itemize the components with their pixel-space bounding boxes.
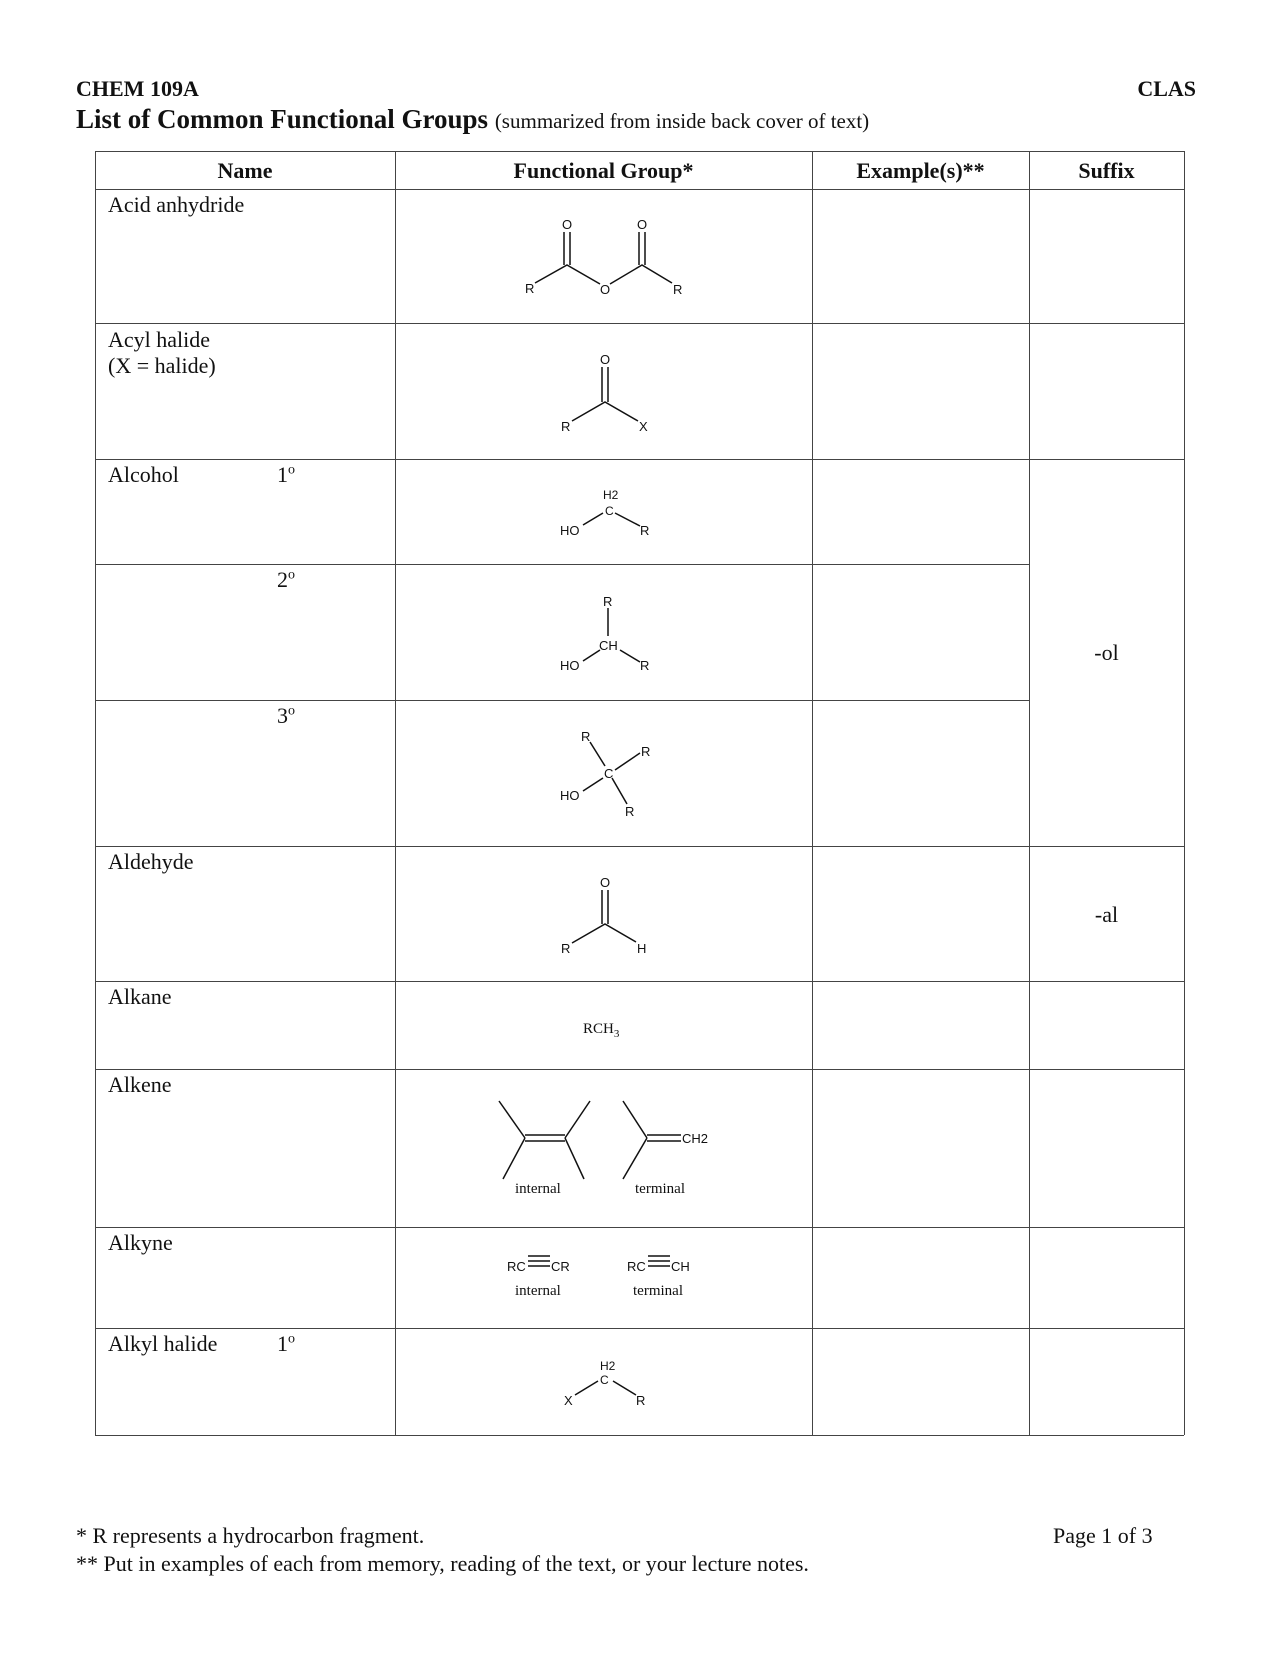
atom-label: HO — [560, 658, 580, 673]
atom-label: CH — [599, 638, 618, 653]
bond-line — [615, 753, 640, 770]
degree-primary — [277, 462, 295, 488]
tertiary-alcohol-structure — [395, 700, 812, 846]
degree-mark: o — [288, 462, 295, 478]
divider — [812, 151, 813, 1435]
atom-label: R — [603, 594, 613, 609]
acyl-halide-structure — [395, 323, 812, 459]
bond-line — [503, 1138, 525, 1179]
row-name-acid-anhydride: Acid anhydride — [108, 192, 245, 217]
internal-label: internal — [515, 1283, 561, 1299]
alkene-structure — [395, 1069, 812, 1227]
degree-number: 1 — [277, 462, 288, 487]
degree-secondary — [277, 567, 295, 593]
atom-label: R — [581, 729, 591, 744]
bond-line — [572, 402, 638, 421]
atom-label: O — [600, 282, 611, 297]
atom-label: RCH — [583, 1021, 614, 1037]
divider — [1184, 151, 1185, 1435]
atom-label: CH2 — [682, 1131, 709, 1146]
bond-line — [565, 1101, 590, 1138]
terminal-label: terminal — [633, 1283, 683, 1299]
atom-label: R — [625, 804, 635, 819]
internal-label: internal — [515, 1181, 561, 1197]
bond-line — [620, 650, 640, 662]
row-name-alcohol: Alcohol — [108, 462, 179, 487]
acid-anhydride-structure — [395, 189, 812, 323]
atom-label: C — [604, 766, 614, 781]
bond-line — [572, 924, 636, 943]
bond-line — [583, 650, 600, 661]
degree-mark: o — [288, 1331, 295, 1347]
atom-label: O — [637, 217, 648, 232]
bond-line — [583, 513, 603, 525]
atom-label: CH — [671, 1259, 690, 1274]
page-title — [76, 104, 869, 135]
atom-label: R — [525, 281, 535, 296]
atom-label: R — [640, 658, 650, 673]
bond-line — [583, 778, 603, 791]
atom-label: R — [673, 282, 683, 297]
atom-label: O — [600, 352, 611, 367]
atom-label: HO — [560, 788, 580, 803]
row-name-acyl-halide-note: (X = halide) — [108, 353, 216, 378]
bond-line — [613, 1381, 636, 1395]
divider — [95, 151, 96, 1435]
aldehyde-structure — [395, 846, 812, 981]
page-number: Page 1 of 3 — [1053, 1523, 1153, 1548]
atom-label: C — [605, 504, 614, 518]
suffix-alcohol: -ol — [1094, 640, 1119, 665]
alkane-structure — [395, 981, 812, 1069]
bond-line — [535, 265, 600, 284]
bond-line — [612, 778, 627, 804]
row-name-alkyne: Alkyne — [108, 1230, 173, 1255]
column-header-suffix: Suffix — [1078, 158, 1135, 183]
bond-line — [565, 1138, 584, 1179]
secondary-alcohol-structure — [395, 564, 812, 700]
divider — [95, 1435, 1184, 1436]
column-header-functional-group: Functional Group* — [513, 158, 694, 183]
atom-label: O — [562, 217, 573, 232]
atom-label: H2 — [600, 1359, 616, 1373]
degree-mark: o — [288, 703, 295, 719]
terminal-label: terminal — [635, 1181, 685, 1197]
divider — [95, 151, 1184, 152]
bond-line — [623, 1138, 647, 1179]
degree-number: 1 — [277, 1331, 288, 1356]
atom-label: H2 — [603, 488, 619, 502]
row-name-alkyl-halide: Alkyl halide — [108, 1331, 218, 1356]
row-name-acyl-halide: Acyl halide — [108, 327, 211, 352]
degree-number: 3 — [277, 703, 288, 728]
bond-line — [615, 513, 640, 526]
degree-mark: o — [288, 567, 295, 583]
column-header-name: Name — [217, 158, 273, 183]
row-name-alkane: Alkane — [108, 984, 172, 1009]
title-text: List of Common Functional Groups — [76, 104, 489, 134]
row-name-aldehyde: Aldehyde — [108, 849, 194, 874]
alkyne-structure — [395, 1227, 812, 1328]
atom-label: HO — [560, 523, 580, 538]
atom-label: CR — [551, 1259, 570, 1274]
bond-line — [499, 1101, 525, 1138]
atom-label: O — [600, 875, 611, 890]
alkyl-halide-structure — [395, 1328, 812, 1435]
atom-label: X — [564, 1393, 573, 1408]
course-code: CHEM 109A — [76, 76, 199, 101]
column-header-examples: Example(s)** — [856, 158, 985, 183]
degree-tertiary — [277, 703, 295, 729]
atom-label: R — [641, 744, 651, 759]
title-subtitle: (summarized from inside back cover of text) — [494, 109, 870, 133]
atom-label: R — [640, 523, 650, 538]
atom-label: R — [636, 1393, 646, 1408]
suffix-aldehyde: -al — [1094, 902, 1119, 927]
footnote-r: * R represents a hydrocarbon fragment. — [76, 1523, 425, 1548]
atom-label: RC — [627, 1259, 646, 1274]
atom-label: RC — [507, 1259, 526, 1274]
divider — [1029, 151, 1030, 1435]
org-label: CLAS — [1137, 76, 1196, 101]
atom-label: H — [637, 941, 647, 956]
degree-primary — [277, 1331, 295, 1357]
row-name-alkene: Alkene — [108, 1072, 172, 1097]
primary-alcohol-structure — [395, 459, 812, 564]
bond-line — [610, 265, 672, 284]
bond-line — [623, 1101, 647, 1138]
atom-label: R — [561, 419, 571, 434]
atom-label: C — [600, 1373, 609, 1387]
bond-line — [590, 742, 605, 766]
footnote-examples: ** Put in examples of each from memory, reading of the text, or your lecture notes. — [76, 1551, 809, 1576]
atom-label: 3 — [613, 1028, 620, 1040]
bond-line — [575, 1381, 598, 1395]
atom-label: X — [639, 419, 648, 434]
degree-number: 2 — [277, 567, 288, 592]
atom-label: R — [561, 941, 571, 956]
formula — [583, 1021, 620, 1040]
